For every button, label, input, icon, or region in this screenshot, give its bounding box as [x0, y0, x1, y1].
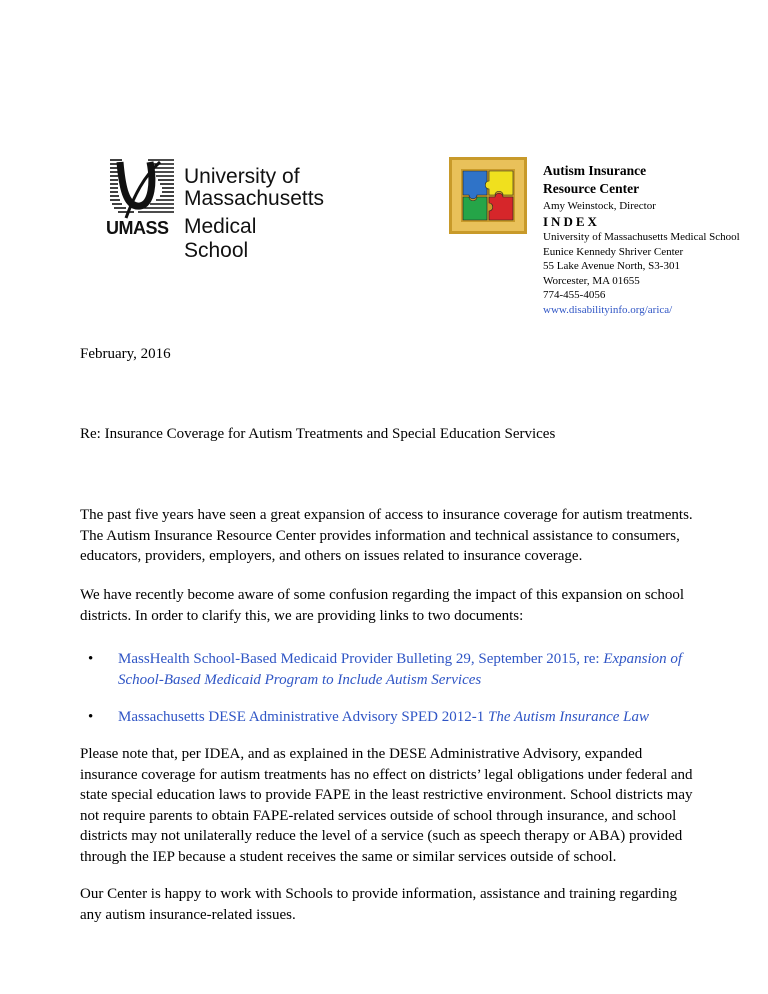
umass-line1: University of — [184, 165, 300, 188]
link-2-text: Massachusetts DESE Administrative Advisory SPED 2012-1 — [118, 709, 488, 725]
address-line-1: University of Massachusetts Medical School — [543, 231, 740, 243]
address-line-3: 55 Lake Avenue North, S3-301 — [543, 260, 680, 272]
umass-u-mark-icon — [104, 156, 178, 222]
center-director: Amy Weinstock, Director — [543, 200, 656, 212]
umass-name-block — [184, 166, 324, 210]
paragraph-4: Our Center is happy to work with Schools to provide information, assistance and training regarding any autism insurance-related issues. — [80, 886, 677, 923]
document-link-dese[interactable] — [88, 707, 708, 728]
umass-logo — [104, 156, 325, 262]
link-1-title: Expansion of School-Based Medicaid Program to Include Autism Services — [118, 651, 683, 688]
bullet-dot: • — [88, 709, 94, 725]
letter-subject: Re: Insurance Coverage for Autism Treatments and Special Education Services — [80, 426, 556, 442]
bullet-dot: • — [88, 651, 94, 667]
document-link-masshealth[interactable] — [88, 649, 708, 690]
center-contact-block — [543, 162, 763, 317]
address-line-4: Worcester, MA 01655 — [543, 274, 640, 287]
address-line-2: Eunice Kennedy Shriver Center — [543, 245, 684, 258]
website-link[interactable]: www.disabilityinfo.org/arica/ — [543, 303, 673, 316]
umass-short-name: UMASS — [106, 218, 169, 238]
umass-line2: Massachusetts — [184, 187, 325, 210]
letter-date: February, 2016 — [80, 346, 171, 362]
paragraph-1: The past five years have seen a great expansion of access to insurance coverage for autism treatments. The Autism Insurance Resource Center provides information and technical assistance to consumers, educators, providers, employers, and others on issues related to insurance coverage. — [80, 507, 693, 564]
umass-line3: Medical School — [184, 215, 257, 262]
center-name-line1: Autism Insurance — [543, 163, 647, 178]
paragraph-2: We have recently become aware of some confusion regarding the impact of this expansion on school districts. In order to clarify this, we are providing links to two documents: — [80, 587, 685, 624]
center-index: INDEX — [543, 214, 600, 229]
link-2-title: The Autism Insurance Law — [488, 709, 649, 725]
phone-number: 774-455-4056 — [543, 289, 606, 301]
link-1-text: MassHealth School-Based Medicaid Provider Bulleting 29, September 2015, re: — [118, 651, 604, 667]
paragraph-3: Please note that, per IDEA, and as explained in the DESE Administrative Advisory, expanded insurance coverage for autism treatments has no effect on districts’ legal obligations under federal and state special education laws to provide FAPE in the least restrictive environment. School districts may not require parents to obtain FAPE-related services outside of school through insurance, and school districts may not unilaterally reduce the level of a service (such as speech therapy or ABA) provided through the IEP because a student receives the same or similar services outside of school. — [80, 746, 693, 865]
puzzle-logo-icon — [449, 157, 527, 234]
center-name-line2: Resource Center — [543, 181, 640, 196]
